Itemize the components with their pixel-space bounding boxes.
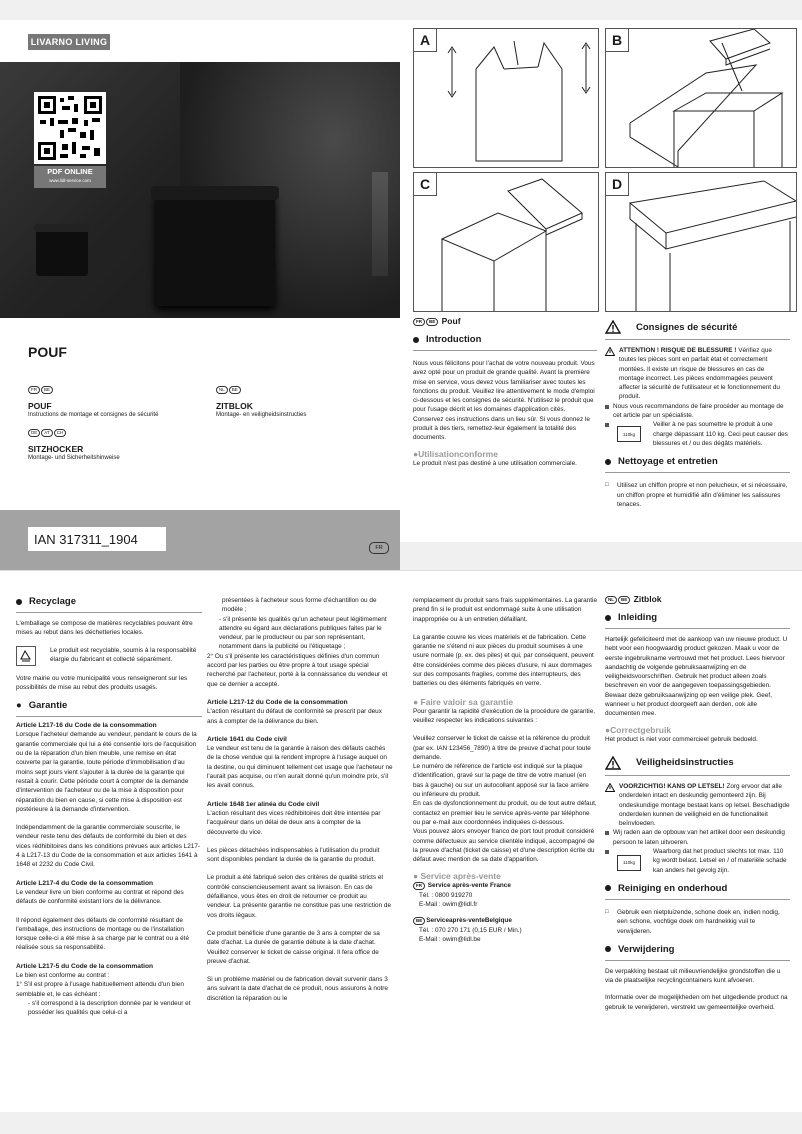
- warning-icon: [605, 320, 621, 334]
- claim-heading: ● Faire valoir sa garantie: [413, 696, 514, 707]
- guarantee-paragraph: Si un problème matériel ou de fabrication devait survenir dans 3 ans suivant la date d'achat de ce produit, nous assurons à notre discrétion la réparation ou le: [207, 976, 388, 1002]
- guarantee-paragraph: Le produit a été fabriqué selon des critères de qualité stricts et contrôlé consciencieusement avant sa livraison. En cas de défaillance, vous êtes en droit de retourner ce produit au vendeur. La présente garantie ne constitue pas une restriction de vos droits légaux.: [207, 874, 392, 919]
- safety-heading: Consignes de sécurité: [605, 320, 790, 340]
- nl-disposal-text-1: De verpakking bestaat uit milieuvriendelijke grondstoffen die u via de plaatselijke recyclingcontainers kunt afvoeren.: [605, 967, 781, 985]
- flag-ch: CH: [54, 429, 67, 437]
- pdf-online-label[interactable]: [34, 166, 106, 188]
- warning-small-icon: [605, 347, 615, 356]
- col2-guarantee-continued: [207, 596, 393, 1003]
- article-title: Article 1648 1er alinéa du Code civil: [207, 800, 320, 808]
- clean-item: □ Utilisez un chiffon propre et non pelucheux, et si nécessaire, un chiffon propre et humidifié afin d'éliminer les salissures tenaces.: [605, 482, 788, 508]
- nl-safety-item-3: 110kg Waarborg dat het product slechts tot max. 110 kg wordt belast. Letsel en / of materiële schade kan anders het gevolg zijn.: [605, 847, 790, 875]
- flag-be: BE: [618, 596, 630, 604]
- nl-safety-item-2: Wij raden aan de opbouw van het artikel door een deskundig persoon te laten uitvoeren.: [605, 828, 790, 847]
- service-be-phone[interactable]: Tél. : 070 270 171 (0,15 EUR / Min.): [419, 926, 522, 934]
- nl-clean-heading: Reiniging en onderhoud: [605, 883, 790, 900]
- use-heading: ●Utilisationconforme: [413, 448, 498, 459]
- article-item: 1° S'il est propre à l'usage habituellement attendu d'un bien semblable et, le cas échéant :: [16, 981, 184, 998]
- bullet-icon: [605, 459, 611, 465]
- article-text: Le vendeur livre un bien conforme au contrat et répond des défauts de conformité existant lors de la délivrance.: [16, 888, 184, 906]
- guarantee-paragraph: Ce produit bénéficie d'une garantie de 3 ans à compter de sa date d'achat. La durée de garantie débute à la date d'achat. Veuillez conserver le ticket de caisse original. Il fera office de preuve d'achat.: [207, 929, 380, 965]
- flag-de: DE: [28, 429, 40, 437]
- service-fr-email[interactable]: E-Mail : owim@lidl.fr: [419, 901, 478, 909]
- recycle-heading: Recyclage: [16, 596, 202, 613]
- qr-code[interactable]: [34, 92, 106, 164]
- bullet-icon: [16, 599, 22, 605]
- title-de-name: SITZHOCKER: [28, 444, 84, 454]
- flag-be: BE: [426, 318, 438, 326]
- bottom-band: [0, 1112, 802, 1134]
- claim-paragraph: En cas de dysfonctionnement du produit, ou de tout autre défaut, contactez en premier lieu le service après-vente par téléphone ou par e-mail aux coordonnées indiquées ci-dessous.: [413, 800, 597, 826]
- recycle-text-3: Votre mairie ou votre municipalité vous renseigneront sur les possibilités de mise au rebut des produits usagés.: [16, 674, 188, 691]
- figure-d: [605, 172, 797, 312]
- flag-nl: NL: [605, 596, 617, 604]
- plant-stand: [372, 172, 388, 276]
- flag-be: BE: [229, 386, 241, 394]
- article-subitem: - s'il correspond à la description donnée par le vendeur et posséder les qualités que celui-ci a: [28, 999, 191, 1017]
- nl-safety-heading: Veiligheidsinstructies: [605, 756, 790, 776]
- safety-warning: ATTENTION ! RISQUE DE BLESSURE ! Vérifiez que toutes les pièces sont en parfait état et correctement montées. Il existe un risque de blessures en cas de montage incorrect. Les pièces endommagées peuvent affecter la sécurité de l'utilisateur et le fonctionnement du produit.: [605, 346, 790, 402]
- guarantee-paragraph: remplacement du produit sans frais supplémentaires. La garantie prend fin si le produit est endommagé suite à une utilisation inappropriée ou à un entretien défaillant.: [413, 597, 598, 623]
- col4-dutch: [605, 594, 790, 1012]
- flag-fr: FR: [28, 386, 40, 394]
- warning-small-icon: [605, 783, 615, 792]
- title-fr-sub: Instructions de montage et consignes de sécurité: [28, 412, 159, 418]
- title-nl: [216, 381, 386, 418]
- title-de: [28, 424, 198, 461]
- fr-intro-column: [413, 316, 597, 468]
- bullet-icon: [605, 946, 611, 952]
- nl-intro-heading: Inleiding: [605, 612, 790, 629]
- recycle-text-1: L'emballage se compose de matières recyclables pouvant être mises au rebut dans les déchetteries locales.: [16, 620, 193, 637]
- guarantee-paragraph: Les pièces détachées indispensables à l'utilisation du produit sont disponibles pendant la durée de la garantie du produit.: [207, 846, 380, 864]
- article-title: Article 1641 du Code civil: [207, 735, 287, 743]
- claim-paragraph: Le numéro de référence de l'article est indiqué sur la plaque d'identification, gravé sur la page de titre de votre manuel (en bas à gauche) ou sur un autocollant apposé sur la face arrière ou inférieure du produit.: [413, 763, 589, 799]
- article-text: Le bien est conforme au contrat :: [16, 972, 110, 980]
- article-text: Le vendeur est tenu de la garantie à raison des défauts cachés de la chose vendue qui la rendent impropre à l'usage auquel on la destine, ou qui diminuent tellement cet usage que l'acheteur ne l'aurait pas acquise, ou n'en aurait donné qu'un moindre prix, s'il les avait connus.: [207, 745, 393, 790]
- pouf-large: [155, 194, 275, 306]
- intro-heading: Introduction: [413, 334, 597, 351]
- figure-a-label: A: [414, 29, 437, 52]
- fr-band: [400, 542, 802, 570]
- col3-service: [413, 596, 597, 944]
- pdf-online-url: www.lidl-service.com: [49, 178, 91, 183]
- garantie-heading: ● Garantie: [16, 700, 202, 717]
- figure-d-label: D: [606, 173, 629, 196]
- article-text: L'action résultant des vices rédhibitoires doit être intentée par l'acquéreur dans un délai de deux ans à compter de la découverte du vice.: [207, 809, 381, 836]
- clean-heading: Nettoyage et entretien: [605, 456, 790, 473]
- figure-b-label: B: [606, 29, 629, 52]
- page-divider: [0, 570, 802, 571]
- use-text: Le produit n'est pas destiné à une utilisation commerciale.: [413, 459, 577, 467]
- top-band-left: [0, 0, 400, 20]
- nl-disposal-text-2: Informatie over de mogelijkheden om het uitgediende product na gebruik te verwijderen, verstrekt uw gemeentelijke overheid.: [605, 994, 788, 1011]
- guarantee-paragraph: La garantie couvre les vices matériels et de fabrication. Cette garantie ne s'étend ni aux pièces du produit soumises à une usure normale (p. ex. des piles) et qui, par conséquent, peuvent être considérées comme des pièces d'usure, ni aux dommages sur des composants fragiles, comme des interrupteurs, des batteries ou des éléments fabriqués en verre.: [413, 633, 594, 688]
- nl-safety-warning: VOORZICHTIG! KANS OP LETSEL! Zorg ervoor dat alle onderdelen intact en deskundig gemonteerd zijn. Bij ondeskundige montage bestaat kans op letsel. Beschadigde onderdelen kunnen de veiligheid en de functionaliteit beïnvloeden.: [605, 782, 790, 828]
- claim-paragraph: Veuillez conserver le ticket de caisse et la référence du produit (par ex. IAN 123456_7890) à titre de preuve d'achat pour toute demande.: [413, 735, 591, 761]
- recycle-item: Le produit est recyclable, soumis à la responsabilité élargie du fabricant et collecté séparément.: [16, 646, 202, 666]
- title-nl-name: ZITBLOK: [216, 401, 253, 411]
- bullet-icon: [413, 337, 419, 343]
- article-item: 2° Ou s'il présente les caractéristiques définies d'un commun accord par les parties ou être propre à tout usage spécial recherché par l'acheteur, porté à la connaissance du vendeur et que ce dernier a accepté.: [207, 652, 388, 688]
- service-fr-title: FR Service après-vente France: [413, 881, 597, 890]
- safety-item-3: 110kg Veiller à ne pas soumettre le produit à une charge dépassant 110 kg. Ceci peut causer des blessures et / ou des dégâts matériels.: [605, 420, 790, 448]
- article-subitem: présentées à l'acheteur sous forme d'échantillon ou de modèle ;: [222, 597, 377, 614]
- fr-safety-column: [605, 320, 790, 509]
- figure-a: [413, 28, 599, 168]
- service-be-title: BE Serviceaprès-venteBelgique: [413, 916, 597, 925]
- flag-be: BE: [41, 386, 53, 394]
- flag-fr: FR: [413, 318, 425, 326]
- nl-disposal-heading: Verwijdering: [605, 944, 790, 961]
- nl-intro-text: Hartelijk gefeliciteerd met de aankoop van uw nieuwe product. U hebt voor een hoogwaardig product gekozen. Maak u voor de eerste ingebruikname vertrouwd met het product. Lees hiervoor aandachtig de volgende gebruiksaanwijzing en de veiligheidsvoorschriften. Gebruik het product alleen zoals beschreven en voor de aangegeven toepassingsgebieden. Bewaar deze gebruiksaanwijzing op een veilige plek. Geef, wanneer u het product doorgeeft aan derden, ook alle documenten mee.: [605, 636, 788, 718]
- nl-heading: Zitblok: [633, 594, 662, 604]
- bullet-icon: [605, 885, 611, 891]
- claim-paragraph: Vous pouvez alors envoyer franco de port tout produit considéré comme défectueux au service clientèle indiqué, accompagné de la preuve d'achat (ticket de caisse) et d'une description écrite du défaut avec mention de sa date d'apparition.: [413, 828, 595, 864]
- article-title: Article L217-12 du Code de la consommation: [207, 698, 348, 706]
- top-band-right: [400, 0, 802, 20]
- article-text: Lorsque l'acheteur demande au vendeur, pendant le cours de la garantie commerciale qui lui a été consentie lors de l'acquisition ou de la réparation d'un bien meuble, une remise en état couverte par la garantie, toute période d'immobilisation d'au moins sept jours vient s'ajouter à la durée de la garantie qui restait à courir. Cette période court à compter de la demande d'intervention de l'acheteur ou de la mise à disposition pour réparation du bien en cause, si cette mise à disposition est postérieure à la demande d'intervention.: [16, 731, 197, 813]
- figure-c: [413, 172, 599, 312]
- bullet-icon: [605, 615, 611, 621]
- fr-heading: Pouf: [441, 316, 461, 326]
- flag-nl: NL: [216, 386, 228, 394]
- article-subitem: - s'il présente les qualités qu'un acheteur peut légitimement attendre eu égard aux déclarations publiques faites par le vendeur, par le producteur ou par son représentant, notamment dans la publicité ou l'étiquetage ;: [219, 615, 387, 651]
- fr-tag: FR: [369, 542, 389, 554]
- pdf-online-text: PDF ONLINE: [47, 167, 93, 176]
- claim-text: Pour garantir la rapidité d'exécution de la procédure de garantie, veuillez respecter les indications suivantes :: [413, 707, 596, 724]
- figure-b: [605, 28, 797, 168]
- pouf-small: [36, 228, 88, 276]
- col1-recycling-guarantee: [16, 596, 202, 1018]
- article-title: Article L217-16 du Code de la consommation: [16, 722, 157, 730]
- product-title: POUF: [28, 344, 67, 360]
- nl-clean-item: □ Gebruik een nietpluizende, schone doek en, indien nodig, een schone, vochtige doek om hardnekkig vuil te verwijderen.: [605, 908, 780, 935]
- service-fr-phone[interactable]: Tél. : 0800 919270: [419, 891, 473, 899]
- guarantee-paragraph: Il répond également des défauts de conformité résultant de l'emballage, des instructions de montage ou de l'installation lorsque celle-ci a été mise à sa charge par le contrat ou a été réalisée sous sa responsabilité.: [16, 916, 189, 952]
- load-limit-icon: 110kg: [617, 855, 641, 871]
- article-title: Article L217-4 du Code de la consommation: [16, 879, 154, 887]
- service-be-email[interactable]: E-Mail : owim@lidl.be: [419, 935, 481, 943]
- title-nl-sub: Montage- en veiligheidsinstructies: [216, 412, 307, 418]
- ian-number: IAN 317311_1904: [28, 527, 166, 551]
- nl-use-heading: ●Correctgebruik: [605, 724, 672, 735]
- article-title: Article L217-5 du Code de la consommation: [16, 962, 154, 970]
- guarantee-paragraph: Indépendamment de la garantie commerciale souscrite, le vendeur reste tenu des défauts de conformité du bien et des vices rédhibitoires dans les conditions prévues aux articles L217-4 à L217-13 du Code de la consommation et aux articles 1641 à 1648 et 2232 du Code Civil.: [16, 824, 201, 869]
- warning-icon: [605, 756, 621, 770]
- flag-at: AT: [41, 429, 52, 437]
- article-text: L'action résultant du défaut de conformité se prescrit par deux ans à compter de la délivrance du bien.: [207, 708, 382, 725]
- title-fr: [28, 381, 198, 418]
- nl-use-text: Het product is niet voor commercieel gebruik bedoeld.: [605, 735, 758, 743]
- title-de-sub: Montage- und Sicherheitshinweise: [28, 455, 120, 461]
- figure-c-label: C: [414, 173, 437, 196]
- intro-text: Nous vous félicitons pour l'achat de votre nouveau produit. Vous avez opté pour un produit de grande qualité. Avant la première mise en service, vous devez vous familiariser avec toutes les fonctions du produit. Veuillez lire attentivement le mode d'emploi ci-dessous et les consignes de sécurité. N'utilisez le produit que pour l'usage décrit et les domaines d'application cités. Conservez ces instructions dans un lieu sûr. Si vous donnez le produit à des tiers, remettez-leur également la totalité des documents.: [413, 360, 595, 442]
- title-fr-name: POUF: [28, 401, 52, 411]
- service-heading: ● Service après-vente: [413, 871, 501, 882]
- safety-item-2: Nous vous recommandons de faire procéder au montage de cet article par un spécialiste.: [605, 402, 790, 421]
- load-limit-icon: 110kg: [617, 426, 641, 442]
- recycle-icon: [16, 646, 36, 666]
- brand-logo: LIVARNO LIVING: [28, 34, 110, 50]
